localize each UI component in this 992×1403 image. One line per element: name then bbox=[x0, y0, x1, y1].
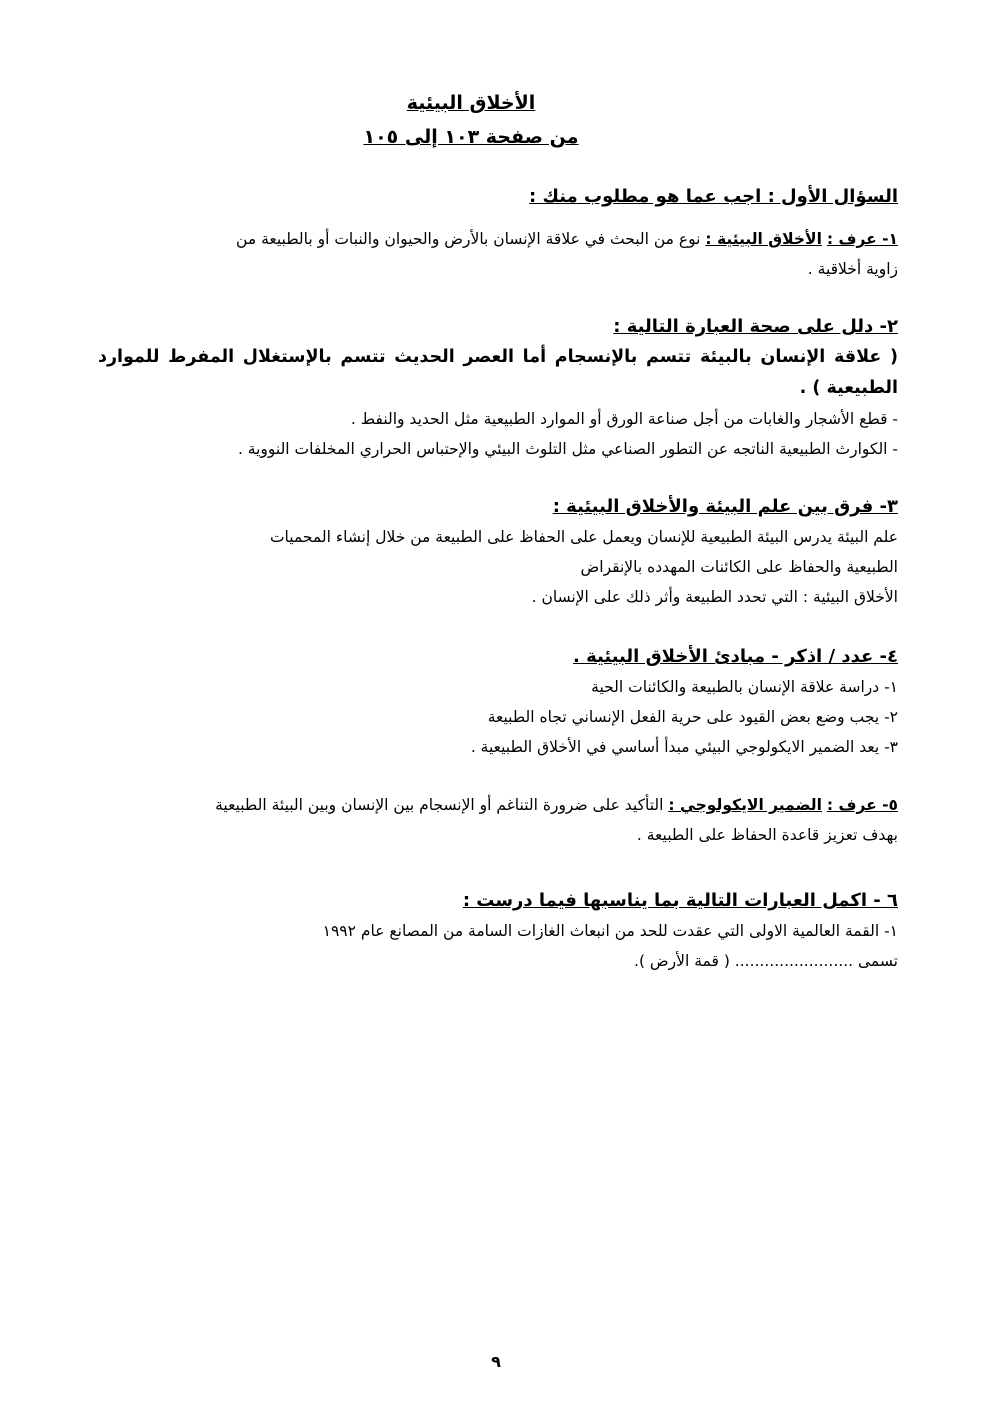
list-item: ٣- يعد الضمير الايكولوجي البيئي مبدأ أساسي في الأخلاق الطبيعية . bbox=[470, 738, 898, 756]
list-item: ٢- يجب وضع بعض القيود على حرية الفعل الإنساني تجاه الطبيعة bbox=[487, 708, 898, 726]
section-1-definition: ١- عرف : الأخلاق البيئية : نوع من البحث في علاقة الإنسان بالأرض والحيوان والنبات أو بالطبيعة من زاوية أخلاقية . bbox=[98, 224, 898, 284]
list-item: ١- دراسة علاقة الإنسان بالطبيعة والكائنات الحية bbox=[591, 678, 898, 696]
section-heading: ٣- فرق بين علم البيئة والأخلاق البيئية : bbox=[552, 496, 898, 517]
page-subtitle: من صفحة ١٠٣ إلى ١٠٥ bbox=[363, 126, 579, 148]
section-5-definition: ٥- عرف : الضمير الايكولوجي : التأكيد على ضرورة التناغم أو الإنسجام بين الإنسان وبين البيئة الطبيعية بهدف تعزيز قاعدة الحفاظ على الطبيعة . bbox=[98, 790, 898, 850]
list-item: - قطع الأشجار والغابات من أجل صناعة الورق أو الموارد الطبيعية مثل الحديد والنفط . bbox=[350, 410, 898, 428]
page-number: ٩ bbox=[491, 1352, 501, 1371]
list-item: - الكوارث الطبيعية الناتجه عن التطور الصناعي مثل التلوث البيئي والإحتباس الحراري المخلفات النووية . bbox=[237, 440, 898, 458]
question-heading: السؤال الأول : اجب عما هو مطلوب منك : bbox=[529, 186, 898, 207]
section-2-evidence bbox=[98, 312, 898, 464]
page-title: الأخلاق البيئية bbox=[406, 92, 536, 114]
statement-line: ( علاقة الإنسان بالبيئة تتسم بالإنسجام أما العصر الحديث تتسم بالإستغلال المفرط للموارد bbox=[98, 347, 898, 367]
definition-line: ١- عرف : الأخلاق البيئية : نوع من البحث في علاقة الإنسان بالأرض والحيوان والنبات أو بالطبيعة من bbox=[236, 230, 898, 248]
section-3-difference: ٣- فرق بين علم البيئة والأخلاق البيئية : علم البيئة يدرس البيئة الطبيعية للإنسان ويعمل على الحفاظ على الطبيعة من خلال إنشاء المحميات الطبيعية والحفاظ على الكائنات المهدده بالإنقراض الأخلاق البيئية : التي تحدد الطبيعة وأثر ذلك على الإنسان . bbox=[98, 492, 898, 612]
section-heading: ٢- دلل على صحة العبارة التالية : bbox=[613, 316, 898, 337]
section-heading: ٦ - اكمل العبارات التالية بما يناسبها فيما درست : bbox=[462, 890, 898, 911]
section-heading: ٤- عدد / اذكر - مبادئ الأخلاق البيئية . bbox=[572, 646, 898, 667]
section-6-complete: ٦ - اكمل العبارات التالية بما يناسبها فيما درست : ١- القمة العالمية الاولى التي عقدت للحد من انبعاث الغازات السامة من المصانع عام ١٩٩٢ تسمى ........................ ( قمة الأرض ). bbox=[98, 886, 898, 976]
definition-line: ٥- عرف : الضمير الايكولوجي : التأكيد على ضرورة التناغم أو الإنسجام بين الإنسان وبين البيئة الطبيعية bbox=[215, 796, 898, 814]
statement-line: الطبيعية ) . bbox=[799, 378, 898, 398]
section-4-principles bbox=[98, 642, 898, 762]
